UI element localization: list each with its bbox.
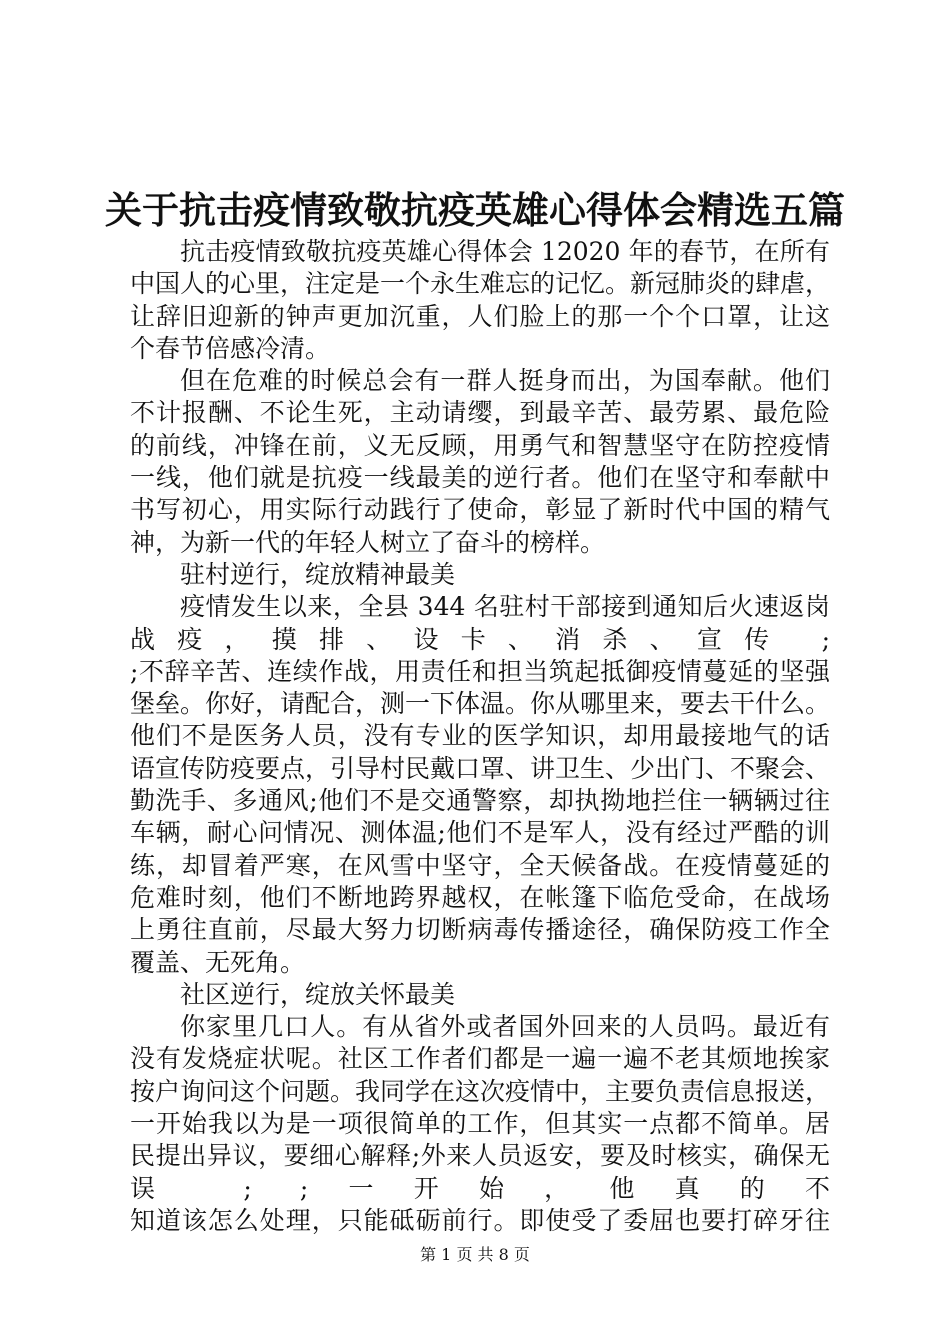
body-line: 上勇往直前，尽最大努力切断病毒传播途径，确保防疫工作全 [130,915,830,945]
body-line: 但在危难的时候总会有一群人挺身而出，为国奉献。他们 [180,366,830,396]
body-line: 语宣传防疫要点，引导村民戴口罩、讲卫生、少出门、不聚会、 [130,753,830,783]
body-line: 勤洗手、多通风;他们不是交通警察，却执拗地拦住一辆辆过往 [130,786,830,816]
body-line: 神，为新一代的年轻人树立了奋斗的榜样。 [130,527,606,557]
body-line: ;不辞辛苦、连续作战，用责任和担当筑起抵御疫情蔓延的坚强 [130,656,830,686]
document-body [130,236,830,1237]
section-heading: 驻村逆行，绽放精神最美 [180,559,456,589]
document-title: 关于抗击疫情致敬抗疫英雄心得体会精选五篇 [105,188,845,232]
body-line: 一开始我以为是一项很简单的工作，但其实一点都不简单。居 [130,1109,830,1139]
body-line: 让辞旧迎新的钟声更加沉重，人们脸上的那一个个口罩，让这 [130,301,830,331]
body-line: 个春节倍感冷清。 [130,333,331,363]
body-line: 知道该怎么处理，只能砥砺前行。即使受了委屈也要打碎牙往 [130,1205,830,1235]
section-heading: 社区逆行，绽放关怀最美 [180,979,456,1009]
body-line: 书写初心，用实际行动践行了使命，彰显了新时代中国的精气 [130,495,830,525]
body-line: 的前线，冲锋在前，义无反顾，用勇气和智慧坚守在防控疫情 [130,430,830,460]
body-line: 危难时刻，他们不断地跨界越权，在帐篷下临危受命，在战场 [130,882,830,912]
body-line: 一线，他们就是抗疫一线最美的逆行者。他们在坚守和奉献中 [130,463,830,493]
body-line: 民提出异议，要细心解释;外来人员返安，要及时核实，确保无 [130,1141,830,1171]
body-line: 按户询问这个问题。我同学在这次疫情中，主要负责信息报送， [130,1076,830,1106]
body-line: 没有发烧症状呢。社区工作者们都是一遍一遍不老其烦地挨家 [130,1044,830,1074]
body-line: 误 ; ;一开始，他真的不 [130,1173,830,1203]
body-line: 战疫，摸排、设卡、消杀、宣传 ; [130,624,830,654]
body-line: 覆盖、无死角。 [130,947,306,977]
body-line: 疫情发生以来，全县 344 名驻村干部接到通知后火速返岗 [180,592,830,622]
body-line: 不计报酬、不论生死，主动请缨，到最辛苦、最劳累、最危险 [130,398,830,428]
body-line: 你家里几口人。有从省外或者国外回来的人员吗。最近有 [180,1012,830,1042]
body-line: 他们不是医务人员，没有专业的医学知识，却用最接地气的话 [130,721,830,751]
page-footer: 第 1 页 共 8 页 [420,1245,530,1264]
body-line: 练，却冒着严寒，在风雪中坚守，全天候备战。在疫情蔓延的 [130,850,830,880]
body-line: 车辆，耐心问情况、测体温;他们不是军人，没有经过严酷的训 [130,818,830,848]
body-line: 中国人的心里，注定是一个永生难忘的记忆。新冠肺炎的肆虐， [130,269,830,299]
body-line: 堡垒。你好，请配合，测一下体温。你从哪里来，要去干什么。 [130,689,830,719]
body-line: 抗击疫情致敬抗疫英雄心得体会 12020 年的春节，在所有 [180,237,830,266]
